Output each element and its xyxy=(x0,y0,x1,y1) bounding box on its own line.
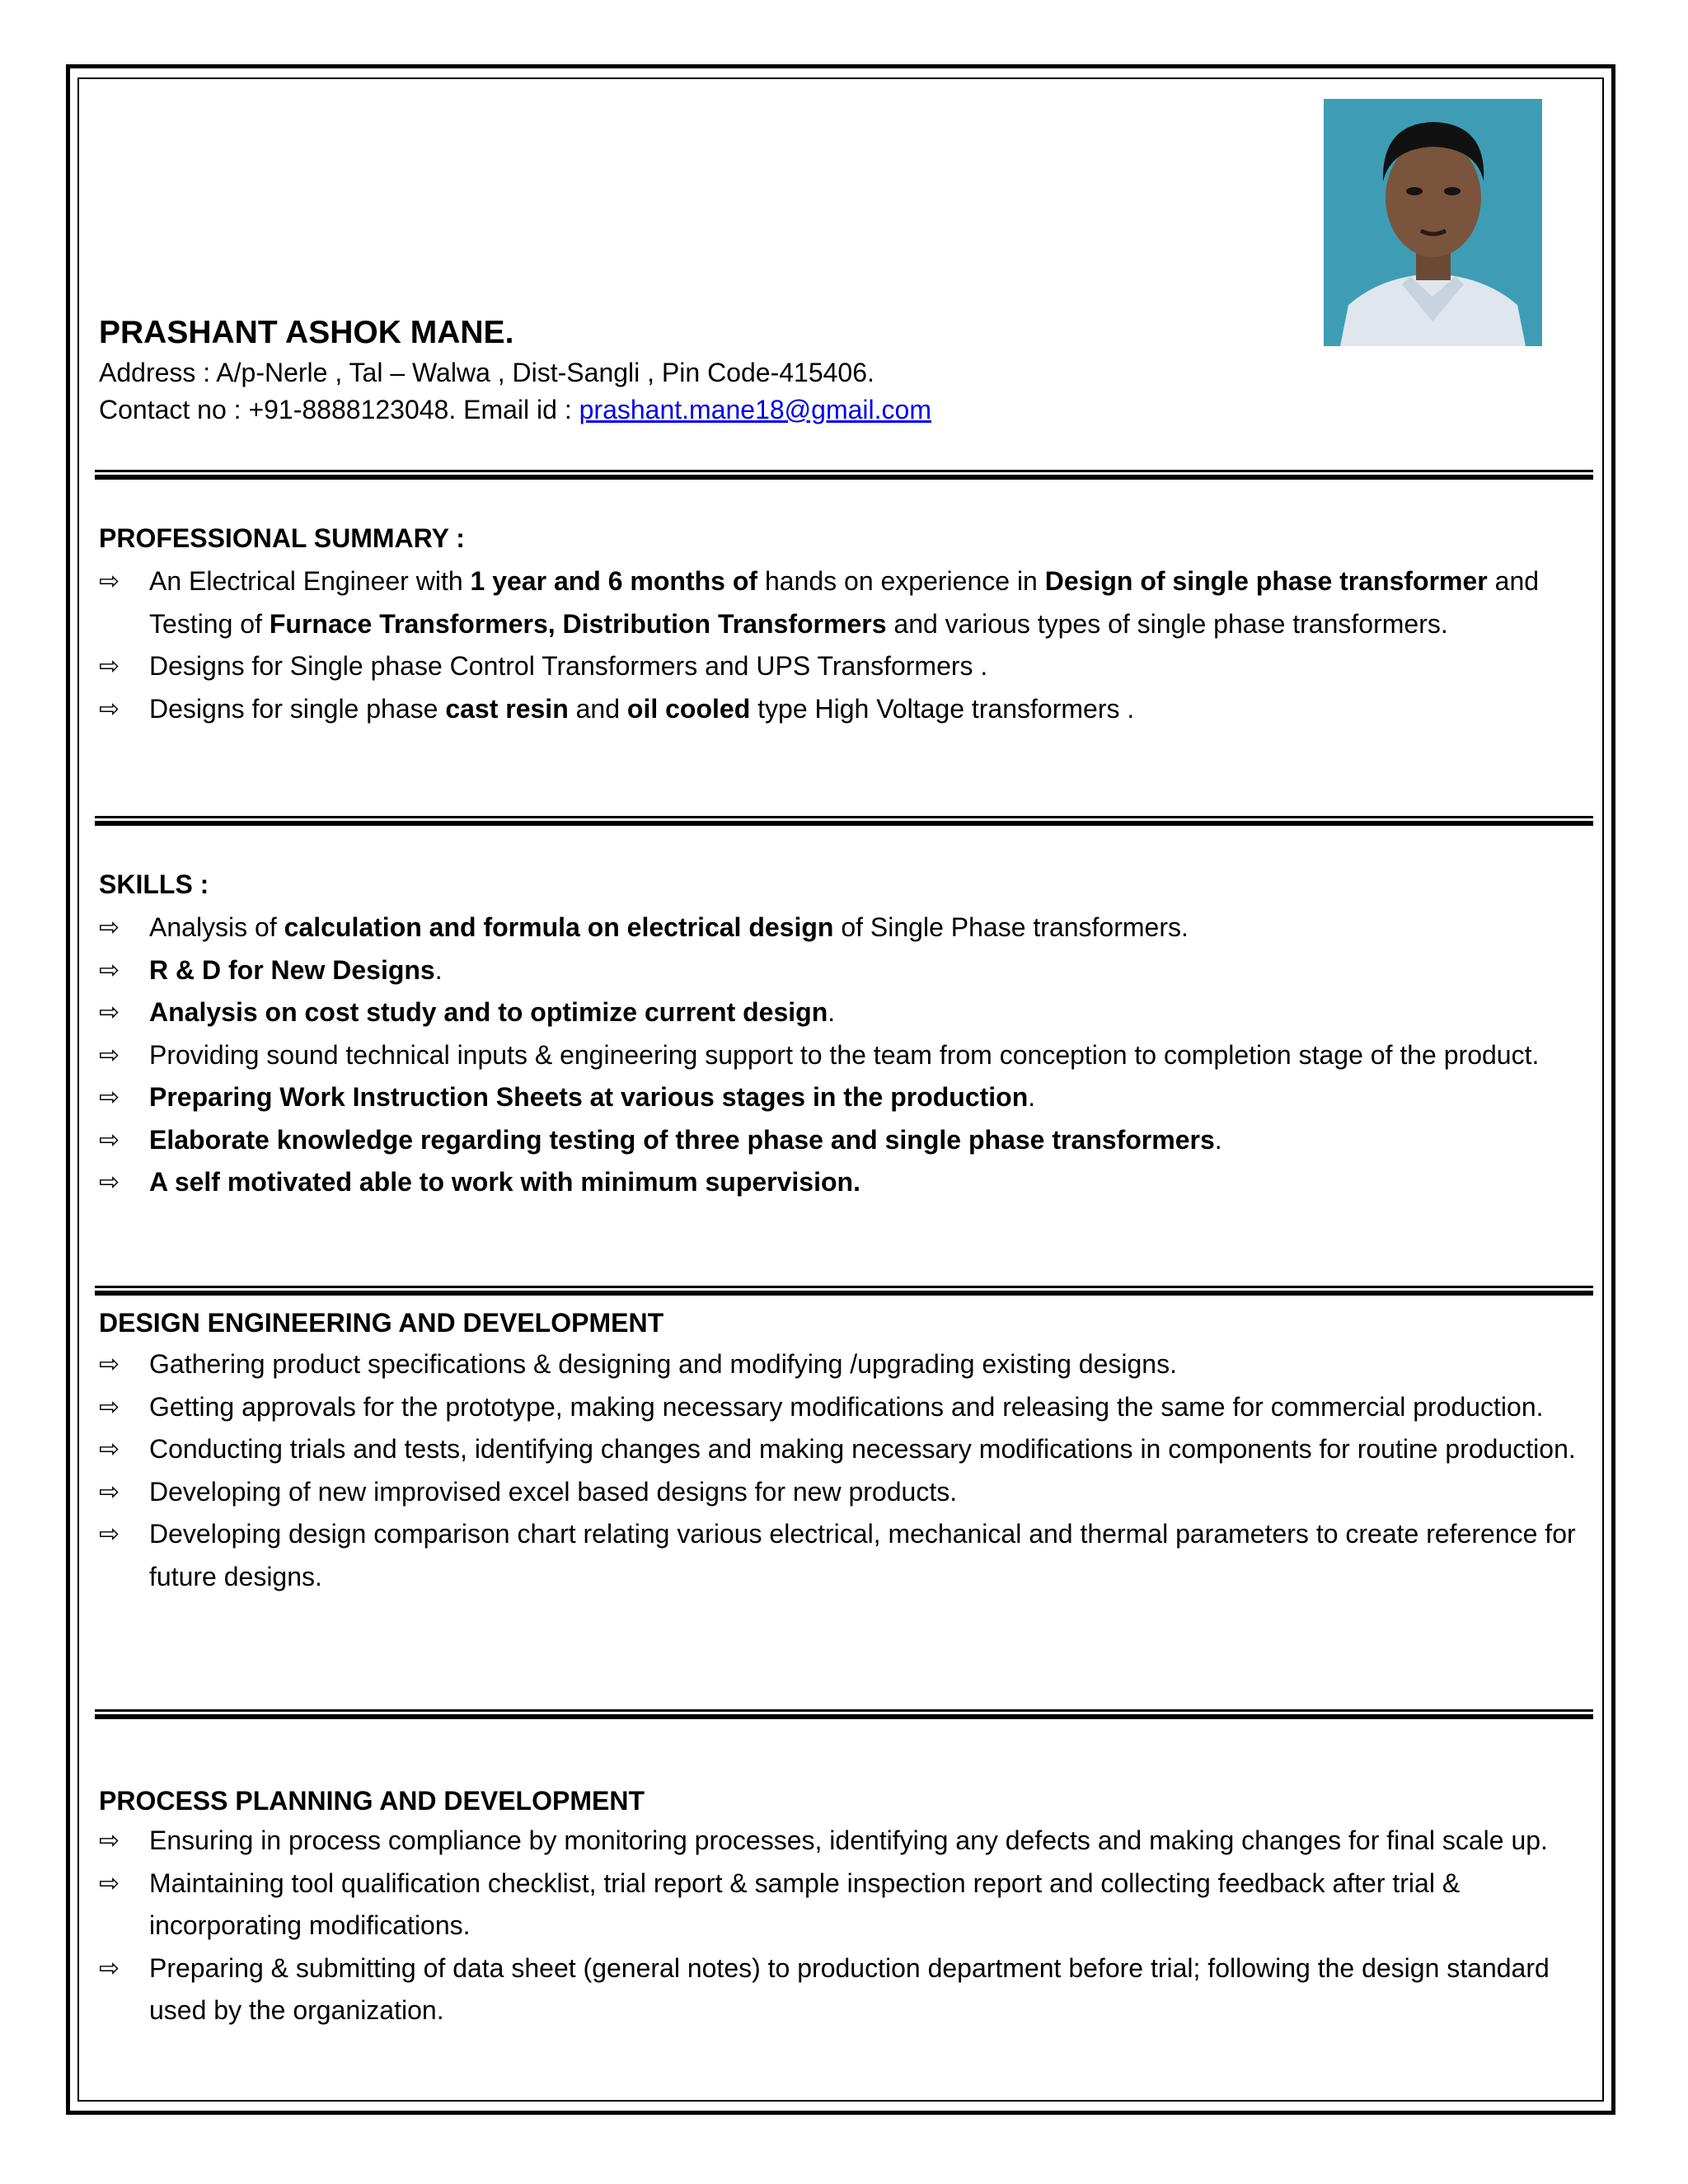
list-item xyxy=(99,991,1582,1034)
list-item-text: oil cooled xyxy=(626,693,751,724)
list-item-text: Gathering product specifications & designing and modifying /upgrading existing designs. xyxy=(149,1349,1177,1379)
professional-summary-title: PROFESSIONAL SUMMARY : xyxy=(99,523,465,553)
list-item-text: Designs for single phase xyxy=(149,693,446,724)
list-item-text: Analysis on cost study and to optimize current design xyxy=(149,997,828,1027)
list-item-text: hands on experience in xyxy=(757,566,1045,596)
design-engineering-list xyxy=(99,1343,1582,1598)
list-item-text: . xyxy=(828,997,836,1027)
arrow-bullet-icon: ⇨ xyxy=(99,1126,120,1154)
list-item-text: . xyxy=(1028,1082,1036,1112)
section-divider xyxy=(95,816,1593,826)
list-item-text: Maintaining tool qualification checklist, trial report & sample inspection report and collecting feedback after trial & incorporating modifications. xyxy=(149,1868,1461,1940)
list-item-text: Furnace Transformers, Distribution Transformers xyxy=(269,608,887,639)
professional-summary-list xyxy=(99,560,1582,730)
arrow-bullet-icon: ⇨ xyxy=(99,1041,120,1069)
list-item-text: type High Voltage transformers . xyxy=(750,693,1135,724)
arrow-bullet-icon: ⇨ xyxy=(99,956,120,984)
list-item xyxy=(99,688,1582,731)
arrow-bullet-icon: ⇨ xyxy=(99,695,120,723)
list-item-text: . xyxy=(434,954,443,985)
arrow-bullet-icon: ⇨ xyxy=(99,1169,120,1196)
list-item-text: Analysis of xyxy=(149,912,284,942)
arrow-bullet-icon: ⇨ xyxy=(99,1827,120,1854)
arrow-bullet-icon: ⇨ xyxy=(99,1954,120,1982)
arrow-bullet-icon: ⇨ xyxy=(99,1084,120,1111)
list-item xyxy=(99,1947,1582,2032)
list-item-text: cast resin xyxy=(445,693,569,724)
list-item-text: 1 year and 6 months of xyxy=(470,566,758,596)
arrow-bullet-icon: ⇨ xyxy=(99,1478,120,1506)
contact-line xyxy=(99,392,931,427)
process-planning-title: PROCESS PLANNING AND DEVELOPMENT xyxy=(99,1786,645,1816)
address-line: Address : A/p-Nerle , Tal – Walwa , Dist-Sangli , Pin Code-415406. xyxy=(99,358,874,387)
arrow-bullet-icon: ⇨ xyxy=(99,568,120,595)
arrow-bullet-icon: ⇨ xyxy=(99,914,120,941)
list-item-text: Elaborate knowledge regarding testing of three phase and single phase transformers xyxy=(149,1124,1215,1155)
list-item-text: . xyxy=(1214,1124,1222,1155)
list-item-text: and xyxy=(568,693,627,724)
arrow-bullet-icon: ⇨ xyxy=(99,1351,120,1378)
contact-prefix: Contact no : +91-8888123048. Email id : xyxy=(99,395,579,424)
list-item-text: An Electrical Engineer with xyxy=(149,566,471,596)
list-item-text: calculation and formula on electrical design xyxy=(284,912,834,942)
list-item-text: R & D for New Designs xyxy=(149,954,435,985)
list-item-text: Developing design comparison chart relating various electrical, mechanical and thermal parameters to create reference for future designs. xyxy=(149,1519,1576,1591)
list-item xyxy=(99,1034,1582,1077)
list-item xyxy=(99,1513,1582,1598)
list-item-text: and various types of single phase transformers. xyxy=(886,608,1448,639)
section-divider xyxy=(95,470,1593,480)
list-item-text: Design of single phase transformer xyxy=(1044,566,1488,596)
list-item xyxy=(99,1820,1582,1863)
list-item-text: Developing of new improvised excel based designs for new products. xyxy=(149,1476,958,1507)
list-item xyxy=(99,1076,1582,1119)
list-item-text: Conducting trials and tests, identifying changes and making necessary modifications in components for routine production. xyxy=(149,1434,1576,1464)
list-item-text: Preparing Work Instruction Sheets at various stages in the production xyxy=(149,1082,1029,1112)
list-item-text: Getting approvals for the prototype, making necessary modifications and releasing the same for commercial production. xyxy=(149,1391,1544,1422)
arrow-bullet-icon: ⇨ xyxy=(99,999,120,1026)
skills-list xyxy=(99,907,1582,1204)
list-item-text: A self motivated able to work with minimum supervision. xyxy=(149,1167,860,1197)
list-item-text: of Single Phase transformers. xyxy=(833,912,1189,942)
list-item xyxy=(99,1428,1582,1471)
list-item-text: Providing sound technical inputs & engineering support to the team from conception to completion stage of the product. xyxy=(149,1039,1540,1070)
list-item-text: Ensuring in process compliance by monitoring processes, identifying any defects and making changes for final scale up. xyxy=(149,1825,1548,1855)
list-item-text: Designs for Single phase Control Transformers and UPS Transformers . xyxy=(149,651,988,681)
process-planning-list xyxy=(99,1820,1582,2032)
list-item xyxy=(99,949,1582,992)
list-item xyxy=(99,1386,1582,1429)
design-engineering-title: DESIGN ENGINEERING AND DEVELOPMENT xyxy=(99,1308,664,1338)
list-item xyxy=(99,1343,1582,1386)
list-item xyxy=(99,1471,1582,1514)
list-item xyxy=(99,907,1582,949)
list-item-text: and Testing of xyxy=(149,566,1540,639)
list-item xyxy=(99,1161,1582,1204)
list-item-text: Preparing & submitting of data sheet (general notes) to production department before trial; following the design standard used by the organization. xyxy=(149,1952,1550,2025)
list-item xyxy=(99,1863,1582,1947)
arrow-bullet-icon: ⇨ xyxy=(99,1869,120,1897)
arrow-bullet-icon: ⇨ xyxy=(99,1436,120,1463)
section-divider xyxy=(95,1286,1593,1296)
arrow-bullet-icon: ⇨ xyxy=(99,653,120,680)
candidate-name: PRASHANT ASHOK MANE. xyxy=(99,315,514,350)
list-item xyxy=(99,1119,1582,1162)
skills-title: SKILLS : xyxy=(99,869,209,899)
section-divider xyxy=(95,1709,1593,1719)
email-link[interactable]: prashant.mane18@gmail.com xyxy=(579,395,931,424)
list-item xyxy=(99,560,1582,645)
arrow-bullet-icon: ⇨ xyxy=(99,1521,120,1548)
list-item xyxy=(99,645,1582,688)
profile-photo xyxy=(1324,99,1542,346)
arrow-bullet-icon: ⇨ xyxy=(99,1393,120,1421)
